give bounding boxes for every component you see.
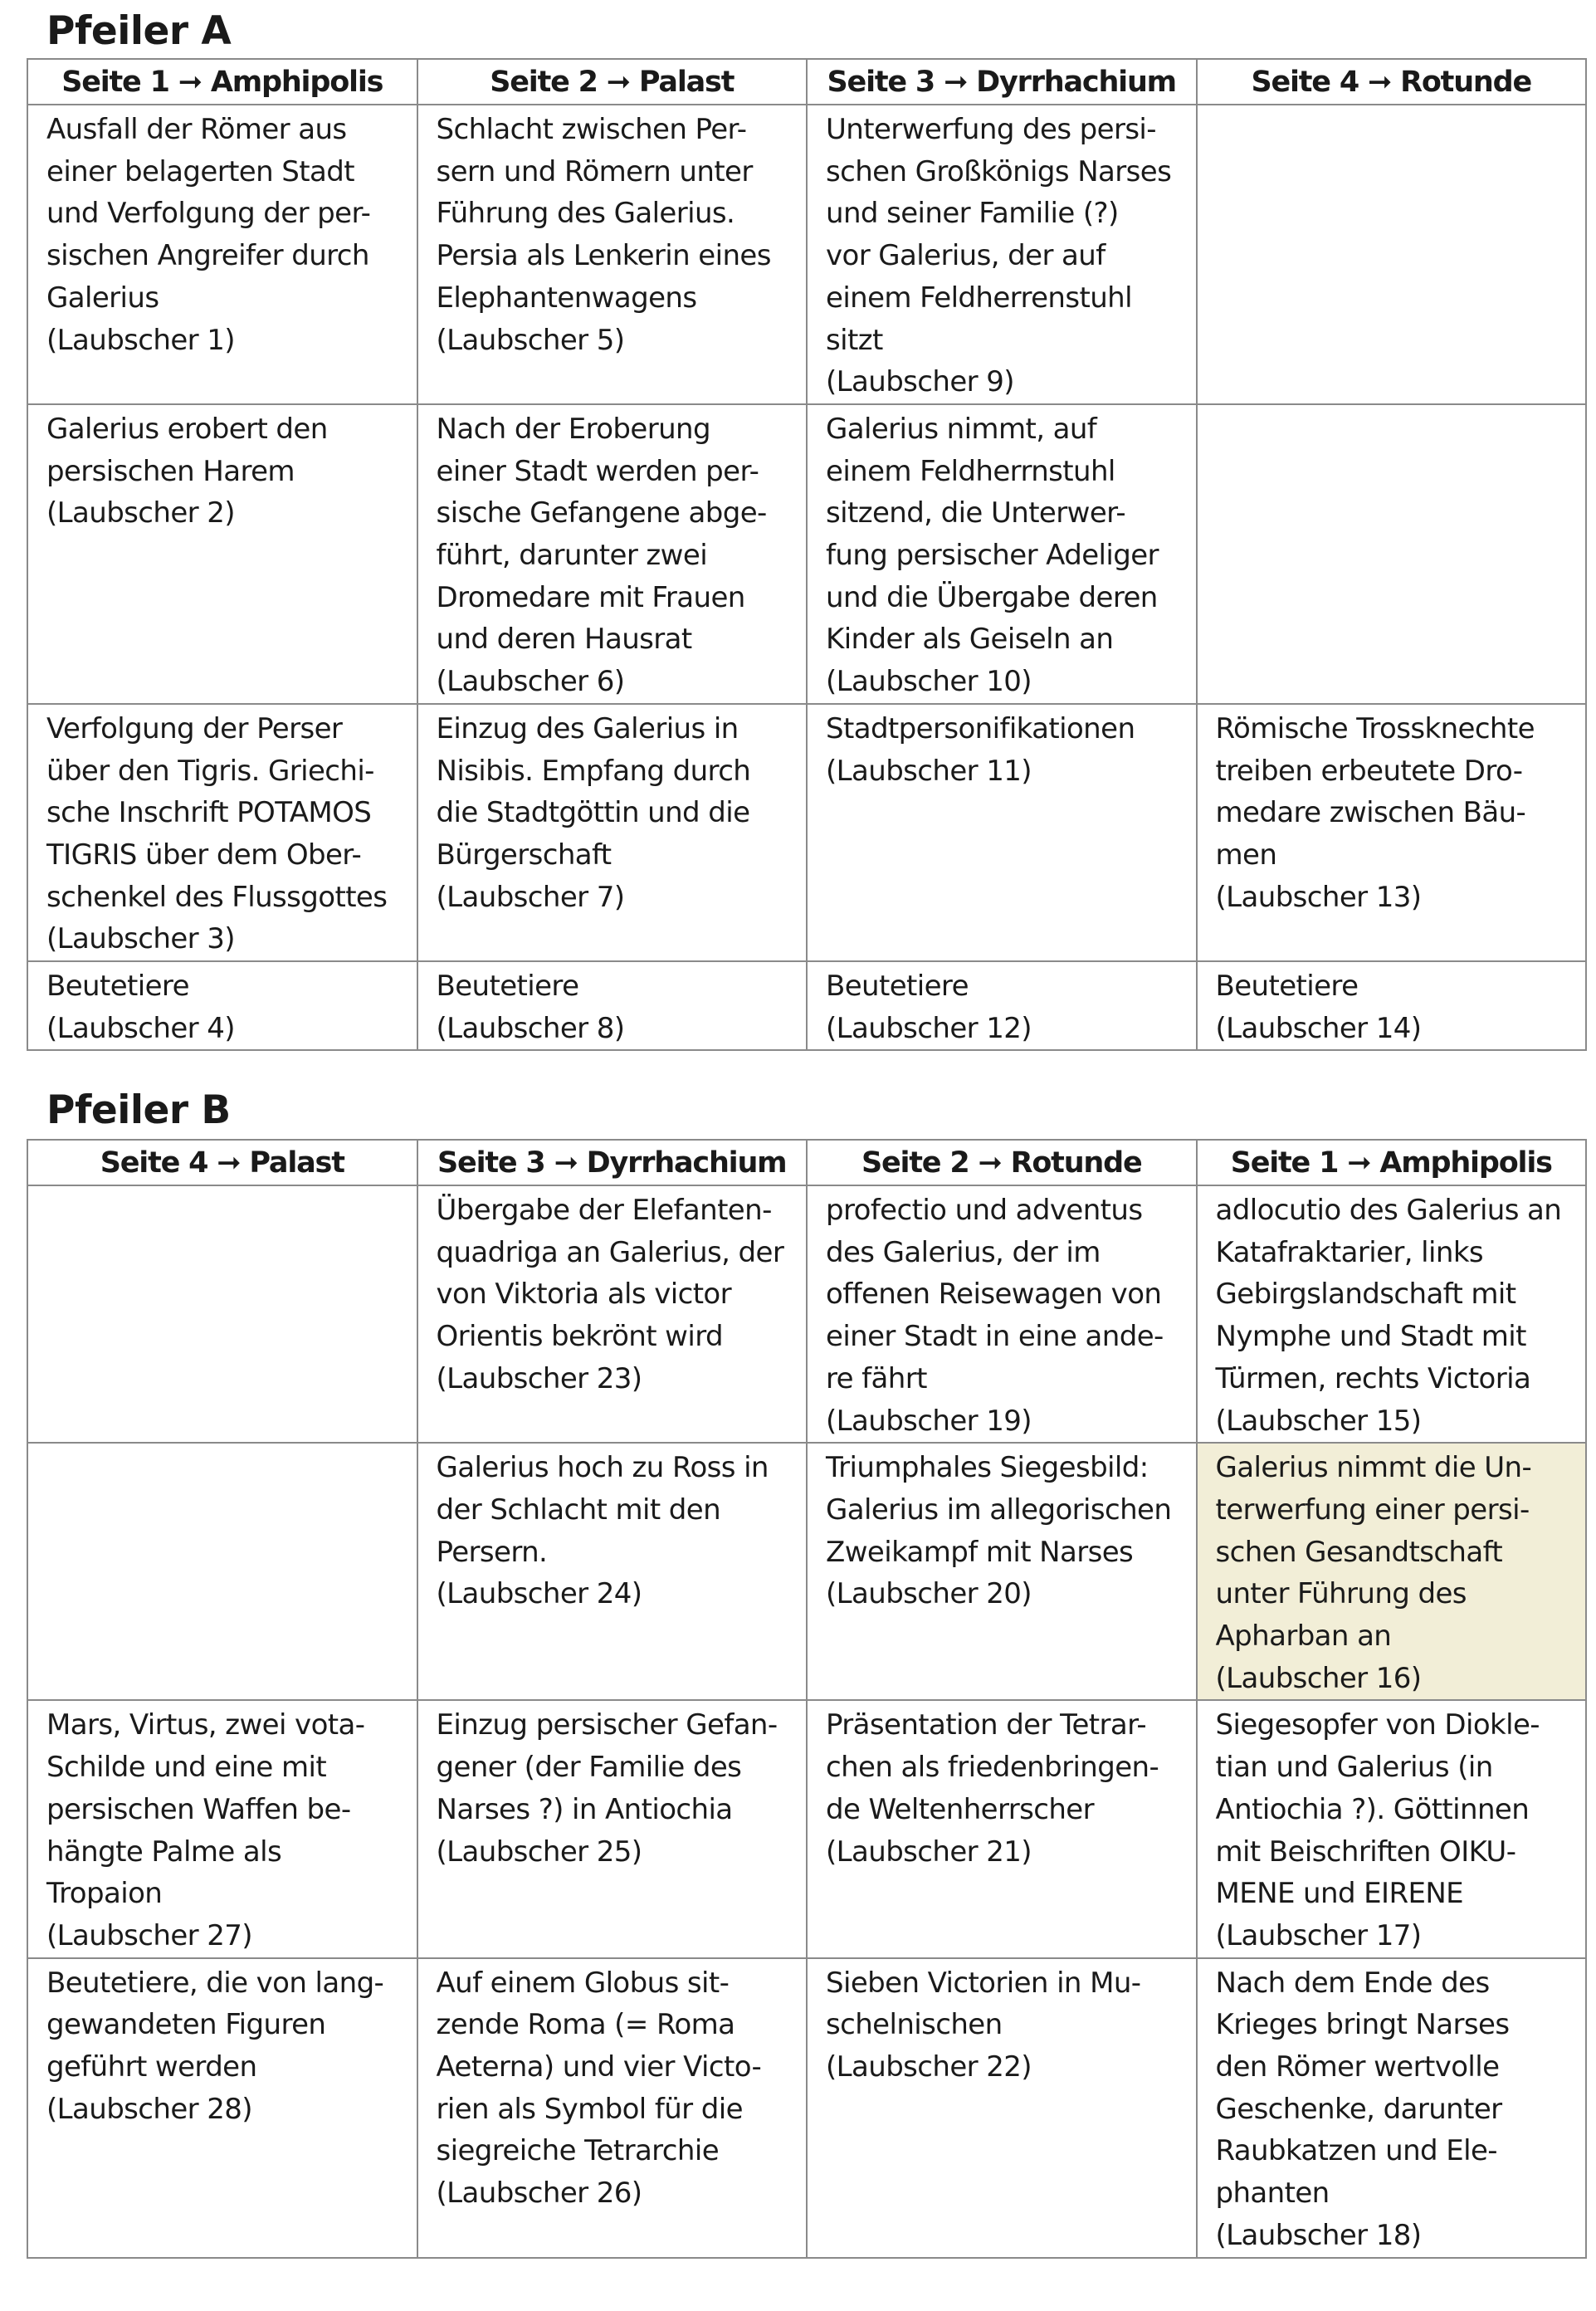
table-row xyxy=(27,1185,1586,1443)
cell-text: Einzug persischer Gefan- gener (der Familie des Narses ?) in Antiochia xyxy=(436,1708,778,1826)
cell-text: Galerius nimmt, auf einem Feldherrnstuhl sitzend, die Unterwer- fung persischer Adeliger und die Übergabe deren Kinder als Geiseln an xyxy=(826,412,1159,657)
cell-reference: (Laubscher 22) xyxy=(826,2050,1032,2084)
pillar-a-title: Pfeiler A xyxy=(46,8,232,54)
column-header: Seite 3 ➞ Dyrrhachium xyxy=(417,1140,808,1185)
cell-text: Nach der Eroberung einer Stadt werden per- sische Gefangene abge- führt, darunter zwei Dromedare mit Frauen und deren Hausrat xyxy=(436,412,767,657)
table-row xyxy=(27,1700,1586,1957)
cell-reference: (Laubscher 12) xyxy=(826,1011,1032,1045)
header-row xyxy=(27,59,1586,105)
table-cell xyxy=(807,404,1197,704)
column-header: Seite 2 ➞ Palast xyxy=(417,59,808,105)
cell-reference: (Laubscher 25) xyxy=(436,1835,642,1869)
table-cell xyxy=(417,704,808,961)
cell-text: Galerius erobert den persischen Harem xyxy=(46,412,328,488)
cell-reference: (Laubscher 26) xyxy=(436,2177,642,2211)
cell-reference: (Laubscher 1) xyxy=(46,323,235,357)
cell-text: Römische Trossknechte treiben erbeutete Dro- medare zwischen Bäu- men xyxy=(1215,711,1535,872)
cell-reference: (Laubscher 6) xyxy=(436,665,625,699)
table-cell xyxy=(27,1700,417,1957)
cell-reference: (Laubscher 15) xyxy=(1215,1404,1422,1438)
cell-text: Ausfall der Römer aus einer belagerten Stadt und Verfolgung der per- sischen Angreifer durch Galerius xyxy=(46,113,371,315)
cell-reference: (Laubscher 19) xyxy=(826,1404,1032,1438)
table-cell xyxy=(807,961,1197,1050)
table-row xyxy=(27,1443,1586,1700)
cell-text: Stadtpersonifikationen xyxy=(826,711,1135,745)
column-header: Seite 1 ➞ Amphipolis xyxy=(27,59,417,105)
cell-text: Galerius nimmt die Un- terwerfung einer persi- schen Gesandtschaft unter Führung des Apharban an xyxy=(1215,1451,1532,1654)
cell-text: adlocutio des Galerius an Katafraktarier, links Gebirgslandschaft mit Nymphe und Stadt mit Türmen, rechts Victoria xyxy=(1215,1194,1562,1395)
table-row xyxy=(27,105,1586,404)
table-cell xyxy=(417,1958,808,2258)
column-header: Seite 4 ➞ Palast xyxy=(27,1140,417,1185)
table-cell xyxy=(27,1958,417,2258)
cell-text: Beutetiere xyxy=(46,970,189,1004)
table-cell-empty xyxy=(27,1443,417,1700)
pillar-b-table xyxy=(27,1139,1587,2259)
cell-reference: (Laubscher 27) xyxy=(46,1918,252,1952)
cell-reference: (Laubscher 24) xyxy=(436,1577,642,1611)
table-cell-empty xyxy=(27,1185,417,1443)
pillar-a-table xyxy=(27,58,1587,1051)
table-cell-empty xyxy=(1197,105,1587,404)
table-row xyxy=(27,961,1586,1050)
table-row xyxy=(27,704,1586,961)
cell-text: Übergabe der Elefanten- quadriga an Galerius, der von Viktoria als victor Orientis bekrönt wird xyxy=(436,1194,784,1354)
cell-reference: (Laubscher 3) xyxy=(46,922,235,956)
cell-text: Mars, Virtus, zwei vota- Schilde und eine mit persischen Waffen be- hängte Palme als Tropaion xyxy=(46,1708,365,1911)
table-cell xyxy=(1197,1185,1587,1443)
cell-text: Nach dem Ende des Krieges bringt Narses den Römer wertvolle Geschenke, darunter Raubkatzen und Ele- phanten xyxy=(1215,1966,1510,2211)
cell-text: Präsentation der Tetrar- chen als friedenbringen- de Weltenherrscher xyxy=(826,1708,1159,1826)
table-cell xyxy=(417,1443,808,1700)
cell-reference: (Laubscher 9) xyxy=(826,365,1014,399)
cell-text: Verfolgung der Perser über den Tigris. Griechi- sche Inschrift POTAMOS TIGRIS über dem Ober- schenkel des Flussgottes xyxy=(46,711,388,914)
table-cell xyxy=(807,1958,1197,2258)
cell-reference: (Laubscher 2) xyxy=(46,496,235,530)
cell-reference: (Laubscher 17) xyxy=(1215,1918,1422,1952)
column-header: Seite 4 ➞ Rotunde xyxy=(1197,59,1587,105)
cell-reference: (Laubscher 21) xyxy=(826,1835,1032,1869)
table-cell xyxy=(1197,1700,1587,1957)
cell-reference: (Laubscher 7) xyxy=(436,880,625,914)
table-row xyxy=(27,404,1586,704)
table-cell xyxy=(807,1700,1197,1957)
cell-reference: (Laubscher 20) xyxy=(826,1577,1032,1611)
cell-text: Sieben Victorien in Mu- schelnischen xyxy=(826,1966,1141,2042)
cell-reference: (Laubscher 4) xyxy=(46,1011,235,1045)
cell-text: Schlacht zwischen Per- sern und Römern unter Führung des Galerius. Persia als Lenkerin eines Elephantenwagens xyxy=(436,113,771,315)
table-cell xyxy=(1197,704,1587,961)
cell-reference: (Laubscher 14) xyxy=(1215,1011,1422,1045)
table-cell xyxy=(27,704,417,961)
table-cell xyxy=(417,961,808,1050)
cell-text: Beutetiere xyxy=(436,970,579,1004)
table-row xyxy=(27,1958,1586,2258)
cell-reference: (Laubscher 28) xyxy=(46,2092,252,2126)
cell-text: Galerius hoch zu Ross in der Schlacht mit den Persern. xyxy=(436,1451,769,1569)
cell-text: Einzug des Galerius in Nisibis. Empfang durch die Stadtgöttin und die Bürgerschaft xyxy=(436,711,751,872)
table-cell xyxy=(1197,1958,1587,2258)
pillar-b-title: Pfeiler B xyxy=(46,1087,231,1133)
cell-text: Siegesopfer von Diokle- tian und Galerius (in Antiochia ?). Göttinnen mit Beischriften OIKU- MENE und EIRENE xyxy=(1215,1708,1540,1911)
column-header: Seite 3 ➞ Dyrrhachium xyxy=(807,59,1197,105)
cell-reference: (Laubscher 11) xyxy=(826,754,1032,788)
cell-text: Unterwerfung des persi- schen Großkönigs Narses und seiner Familie (?) vor Galerius, der auf einem Feldherrenstuhl sitzt xyxy=(826,113,1172,357)
cell-text: Beutetiere, die von lang- gewandeten Figuren geführt werden xyxy=(46,1966,384,2084)
cell-reference: (Laubscher 23) xyxy=(436,1361,642,1395)
table-cell-highlighted xyxy=(1197,1443,1587,1700)
table-cell-empty xyxy=(1197,404,1587,704)
table-cell xyxy=(1197,961,1587,1050)
cell-text: Triumphales Siegesbild: Galerius im allegorischen Zweikampf mit Narses xyxy=(826,1451,1172,1569)
cell-text: Beutetiere xyxy=(1215,970,1359,1004)
cell-reference: (Laubscher 16) xyxy=(1215,1661,1422,1695)
header-row xyxy=(27,1140,1586,1185)
cell-reference: (Laubscher 5) xyxy=(436,323,625,357)
table-cell xyxy=(417,1700,808,1957)
table-cell xyxy=(27,404,417,704)
table-cell xyxy=(27,105,417,404)
cell-text: Beutetiere xyxy=(826,970,969,1004)
table-cell xyxy=(807,1443,1197,1700)
column-header: Seite 1 ➞ Amphipolis xyxy=(1197,1140,1587,1185)
table-cell xyxy=(807,105,1197,404)
table-cell xyxy=(27,961,417,1050)
table-cell xyxy=(417,404,808,704)
cell-text: profectio und adventus des Galerius, der im offenen Reisewagen von einer Stadt in eine ande- re fährt xyxy=(826,1194,1164,1395)
table-cell xyxy=(807,1185,1197,1443)
cell-text: Auf einem Globus sit- zende Roma (= Roma Aeterna) und vier Victo- rien als Symbol für die siegreiche Tetrarchie xyxy=(436,1966,762,2168)
cell-reference: (Laubscher 13) xyxy=(1215,880,1422,914)
column-header: Seite 2 ➞ Rotunde xyxy=(807,1140,1197,1185)
table-cell xyxy=(417,1185,808,1443)
table-cell xyxy=(417,105,808,404)
cell-reference: (Laubscher 8) xyxy=(436,1011,625,1045)
cell-reference: (Laubscher 10) xyxy=(826,665,1032,699)
table-cell xyxy=(807,704,1197,961)
cell-reference: (Laubscher 18) xyxy=(1215,2218,1422,2252)
